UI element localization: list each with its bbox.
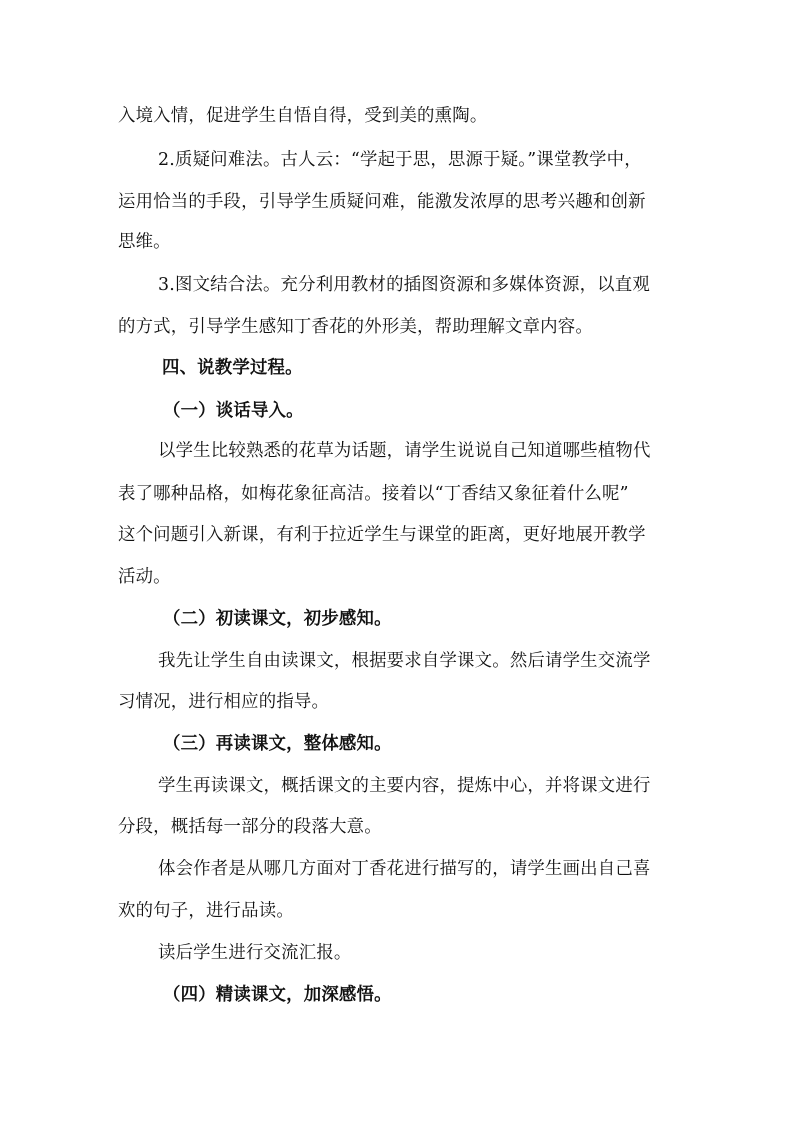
paragraph-line: 这个问题引入新课，有利于拉近学生与课堂的距离，更好地展开教学 bbox=[118, 525, 646, 545]
subsection-heading: （三）再读课文，整体感知。 bbox=[163, 734, 392, 754]
paragraph-line: 表了哪种品格，如梅花象征高洁。接着以“丁香结又象征着什么呢” bbox=[118, 484, 629, 504]
paragraph-line: 读后学生进行交流汇报。 bbox=[158, 943, 352, 963]
paragraph-line: 我先让学生自由读课文，根据要求自学课文。然后请学生交流学 bbox=[158, 651, 651, 671]
subsection-heading: （四）精读课文，加深感悟。 bbox=[163, 985, 392, 1005]
paragraph-line: 2.质疑问难法。古人云：“学起于思，思源于疑。”课堂教学中， bbox=[158, 150, 642, 170]
paragraph-line: 以学生比较熟悉的花草为话题，请学生说说自己知道哪些植物代 bbox=[158, 441, 651, 461]
paragraph-line: 习情况，进行相应的指导。 bbox=[118, 692, 330, 712]
paragraph-line: 欢的句子，进行品读。 bbox=[118, 901, 294, 921]
subsection-heading: （二）初读课文，初步感知。 bbox=[163, 609, 392, 629]
paragraph-line: 分段，概括每一部分的段落大意。 bbox=[118, 817, 382, 837]
paragraph-line: 入境入情，促进学生自悟自得，受到美的熏陶。 bbox=[118, 106, 488, 126]
paragraph-line: 活动。 bbox=[118, 567, 171, 587]
subsection-heading: （一）谈话导入。 bbox=[163, 401, 304, 421]
paragraph-line: 3.图文结合法。充分利用教材的插图资源和多媒体资源，以直观 bbox=[158, 275, 650, 295]
section-heading: 四、说教学过程。 bbox=[162, 358, 303, 378]
paragraph-line: 的方式，引导学生感知丁香花的外形美，帮助理解文章内容。 bbox=[118, 317, 593, 337]
paragraph-line: 学生再读课文，概括课文的主要内容，提炼中心，并将课文进行 bbox=[158, 776, 651, 796]
paragraph-line: 体会作者是从哪几方面对丁香花进行描写的，请学生画出自己喜 bbox=[158, 859, 651, 879]
paragraph-line: 运用恰当的手段，引导学生质疑问难，能激发浓厚的思考兴趣和创新 bbox=[118, 192, 646, 212]
paragraph-line: 思维。 bbox=[118, 232, 171, 252]
